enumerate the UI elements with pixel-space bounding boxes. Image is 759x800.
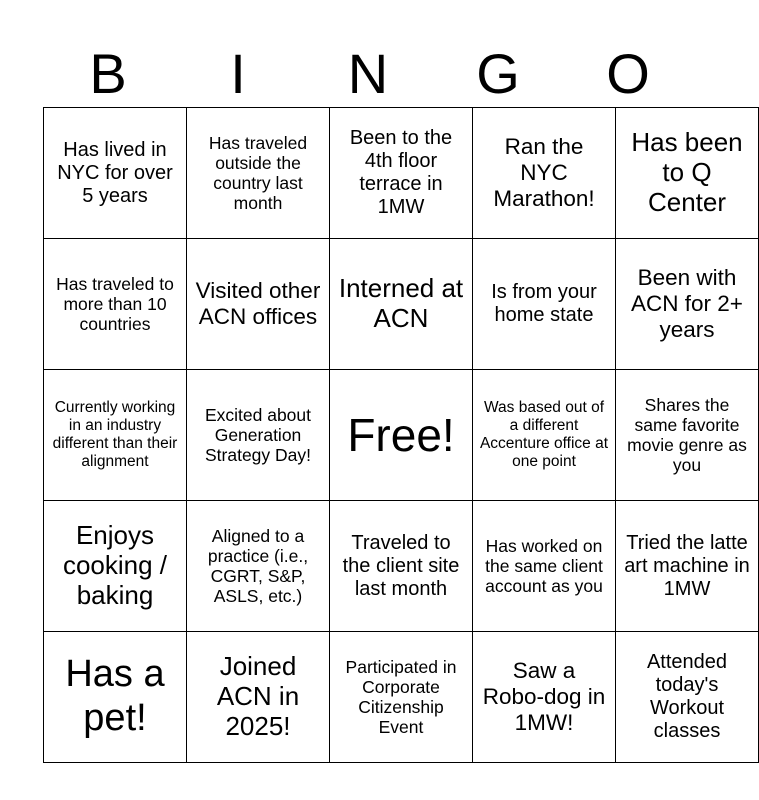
bingo-square[interactable]: Tried the latte art machine in 1MW xyxy=(616,501,759,632)
bingo-board xyxy=(43,107,759,763)
bingo-square[interactable]: Been to the 4th floor terrace in 1MW xyxy=(330,108,473,239)
bingo-square[interactable]: Traveled to the client site last month xyxy=(330,501,473,632)
bingo-square[interactable]: Joined ACN in 2025! xyxy=(187,632,330,763)
board-row xyxy=(44,501,759,632)
bingo-square[interactable]: Has a pet! xyxy=(44,632,187,763)
bingo-square[interactable]: Attended today's Workout classes xyxy=(616,632,759,763)
header-letter-n: N xyxy=(347,42,389,105)
bingo-square[interactable]: Was based out of a different Accenture office at one point xyxy=(473,370,616,501)
bingo-square[interactable]: Currently working in an industry different than their alignment xyxy=(44,370,187,501)
free-square[interactable]: Free! xyxy=(330,370,473,501)
bingo-square[interactable]: Enjoys cooking / baking xyxy=(44,501,187,632)
header-letter-g: G xyxy=(476,42,520,105)
bingo-square[interactable]: Has traveled to more than 10 countries xyxy=(44,239,187,370)
bingo-square[interactable]: Has traveled outside the country last month xyxy=(187,108,330,239)
bingo-square[interactable]: Saw a Robo-dog in 1MW! xyxy=(473,632,616,763)
bingo-square[interactable]: Been with ACN for 2+ years xyxy=(616,239,759,370)
bingo-square[interactable]: Has worked on the same client account as you xyxy=(473,501,616,632)
bingo-square[interactable]: Ran the NYC Marathon! xyxy=(473,108,616,239)
header-letter-i: I xyxy=(230,42,246,105)
board-row xyxy=(44,370,759,501)
bingo-square[interactable]: Participated in Corporate Citizenship Event xyxy=(330,632,473,763)
header-letter-b: B xyxy=(89,42,127,105)
bingo-square[interactable]: Excited about Generation Strategy Day! xyxy=(187,370,330,501)
board-row xyxy=(44,632,759,763)
bingo-square[interactable]: Visited other ACN offices xyxy=(187,239,330,370)
board-row xyxy=(44,108,759,239)
bingo-square[interactable]: Aligned to a practice (i.e., CGRT, S&P, ASLS, etc.) xyxy=(187,501,330,632)
bingo-square[interactable]: Has been to Q Center xyxy=(616,108,759,239)
bingo-square[interactable]: Shares the same favorite movie genre as you xyxy=(616,370,759,501)
bingo-square[interactable]: Is from your home state xyxy=(473,239,616,370)
bingo-square[interactable]: Has lived in NYC for over 5 years xyxy=(44,108,187,239)
board-row xyxy=(44,239,759,370)
header-letter-o: O xyxy=(606,42,650,105)
bingo-header xyxy=(43,40,693,108)
bingo-square[interactable]: Interned at ACN xyxy=(330,239,473,370)
